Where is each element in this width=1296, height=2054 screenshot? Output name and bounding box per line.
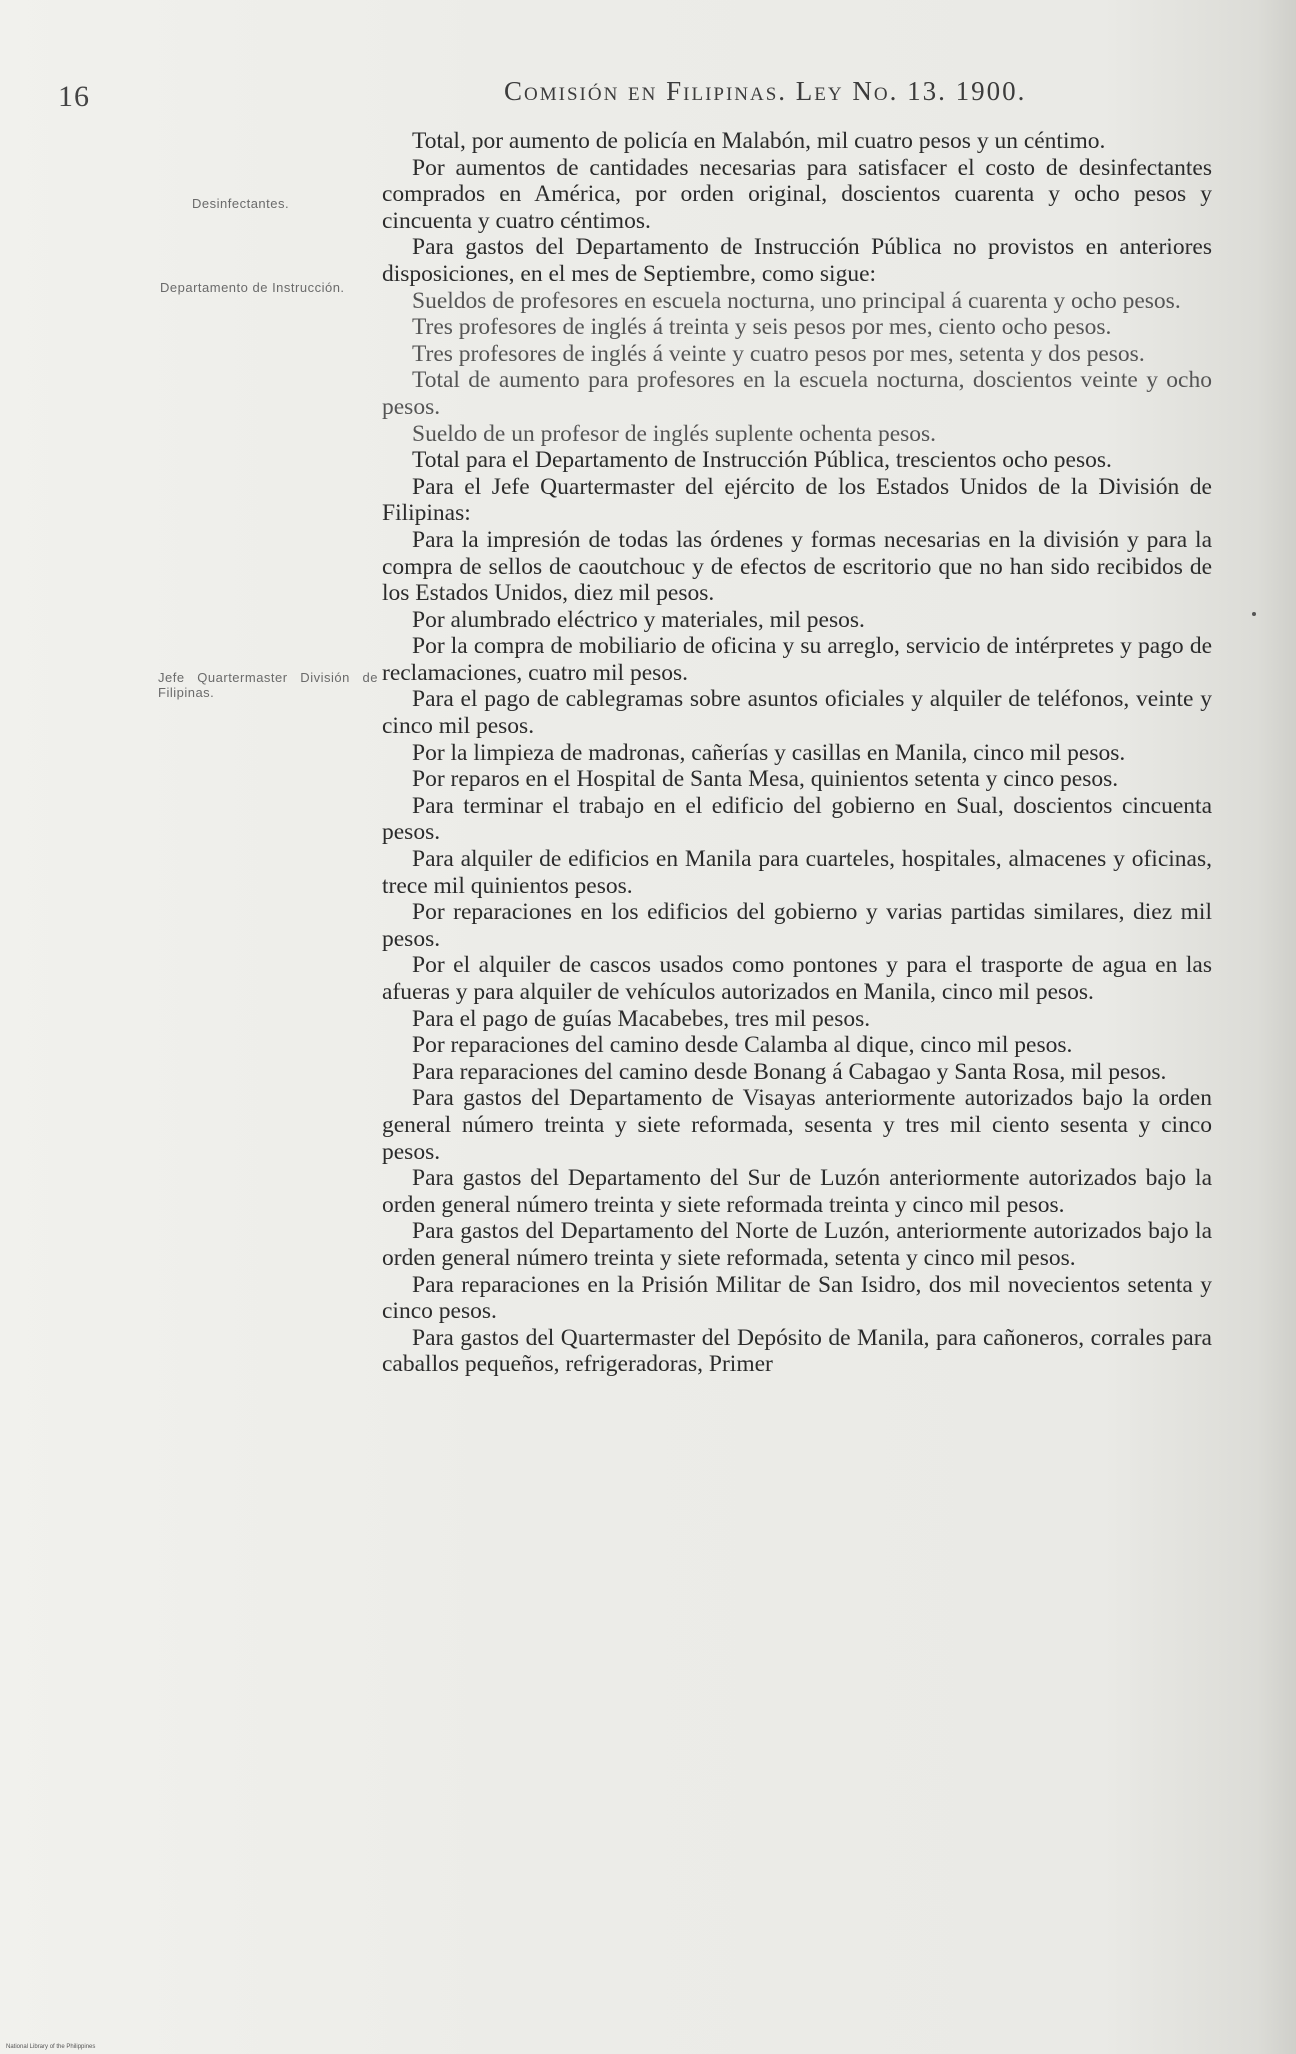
paragraph: Para alquiler de edificios en Manila para cuarteles, hospitales, almacenes y oficinas, trece mil quinientos pesos. <box>382 846 1212 899</box>
paragraph: Para el Jefe Quartermaster del ejército de los Estados Unidos de la División de Filipinas: <box>382 473 1212 527</box>
paragraph: Por reparos en el Hospital de Santa Mesa, quinientos setenta y cinco pesos. <box>412 766 1119 793</box>
paragraph: Para gastos del Departamento de Visayas anteriormente autorizados bajo la orden general número treinta y siete reformada, sesenta y tres mil ciento sesenta y cinco pesos. <box>382 1085 1212 1165</box>
paragraph: Para gastos del Quartermaster del Depósito de Manila, para cañoneros, corrales para caballos pequeños, refrigeradoras, Primer <box>382 1324 1212 1378</box>
paragraph: Sueldos de profesores en escuela nocturna, uno principal á cuarenta y ocho pesos. <box>412 287 1181 314</box>
paragraph: Para gastos del Departamento del Sur de Luzón anteriormente autorizados bajo la orden general número treinta y siete reformada treinta y cinco mil pesos. <box>382 1165 1212 1218</box>
body-text <box>382 128 1212 1378</box>
paragraph: Para terminar el trabajo en el edificio del gobierno en Sual, doscientos cincuenta pesos. <box>382 792 1212 846</box>
paragraph: Por aumentos de cantidades necesarias para satisfacer el costo de desinfectantes comprados en América, por orden original, doscientos cuarenta y ocho pesos y cincuenta y cuatro céntimos. <box>382 154 1212 234</box>
page-number: 16 <box>58 80 90 113</box>
paragraph: Por reparaciones en los edificios del gobierno y varias partidas similares, diez mil pesos. <box>382 899 1212 952</box>
paragraph: Total de aumento para profesores en la escuela nocturna, doscientos veinte y ocho pesos. <box>382 367 1212 420</box>
paragraph: Por reparaciones del camino desde Calamba al dique, cinco mil pesos. <box>412 1032 1073 1059</box>
paragraph: Para gastos del Departamento del Norte de Luzón, anteriormente autorizados bajo la orden general número treinta y siete reformada, setenta y cinco mil pesos. <box>382 1218 1212 1271</box>
paragraph: Total para el Departamento de Instrucción Pública, trescientos ocho pesos. <box>412 447 1112 474</box>
paragraph: Por el alquiler de cascos usados como pontones y para el trasporte de agua en las afueras y para alquiler de vehículos autorizados en Manila, cinco mil pesos. <box>382 952 1212 1005</box>
margin-note-jefe-quartermaster: Jefe Quartermaster División de Filipinas. <box>158 670 378 700</box>
paragraph: Total, por aumento de policía en Malabón, mil cuatro pesos y un céntimo. <box>412 128 1106 154</box>
paragraph: Tres profesores de inglés á veinte y cuatro pesos por mes, setenta y dos pesos. <box>412 340 1145 367</box>
paragraph: Por la limpieza de madronas, cañerías y casillas en Manila, cinco mil pesos. <box>412 739 1126 766</box>
margin-note-desinfectantes: Desinfectantes. <box>192 196 290 211</box>
paragraph: Tres profesores de inglés á treinta y seis pesos por mes, ciento ocho pesos. <box>412 314 1112 341</box>
paragraph: Para reparaciones en la Prisión Militar de San Isidro, dos mil novecientos setenta y cinco pesos. <box>382 1271 1212 1325</box>
paragraph: Sueldo de un profesor de inglés suplente ochenta pesos. <box>412 420 937 447</box>
paragraph: Para la impresión de todas las órdenes y formas necesarias en la división y para la compra de sellos de caoutchouc y de efectos de escritorio que no han sido recibidos de los Estados Unidos, diez mil pesos. <box>382 526 1212 607</box>
paragraph: Para el pago de guías Macabebes, tres mil pesos. <box>412 1005 871 1032</box>
margin-note-departamento: Departamento de Instrucción. <box>160 280 345 295</box>
library-watermark: National Library of the Philippines <box>6 2044 96 2050</box>
paragraph: Para reparaciones del camino desde Bonang á Cabagao y Santa Rosa, mil pesos. <box>412 1058 1167 1085</box>
paragraph: Para gastos del Departamento de Instrucción Pública no provistos en anteriores disposiciones, en el mes de Septiembre, como sigue: <box>382 234 1212 287</box>
paragraph: Para el pago de cablegramas sobre asuntos oficiales y alquiler de teléfonos, veinte y cinco mil pesos. <box>382 686 1212 740</box>
paragraph: Por la compra de mobiliario de oficina y su arreglo, servicio de intérpretes y pago de reclamaciones, cuatro mil pesos. <box>382 633 1212 686</box>
paragraph: Por alumbrado eléctrico y materiales, mil pesos. <box>412 606 865 633</box>
running-head: Comisión en Filipinas. Ley No. 13. 1900. <box>504 76 1027 106</box>
margin-notes <box>0 0 380 2054</box>
scan-speck <box>1252 612 1256 616</box>
